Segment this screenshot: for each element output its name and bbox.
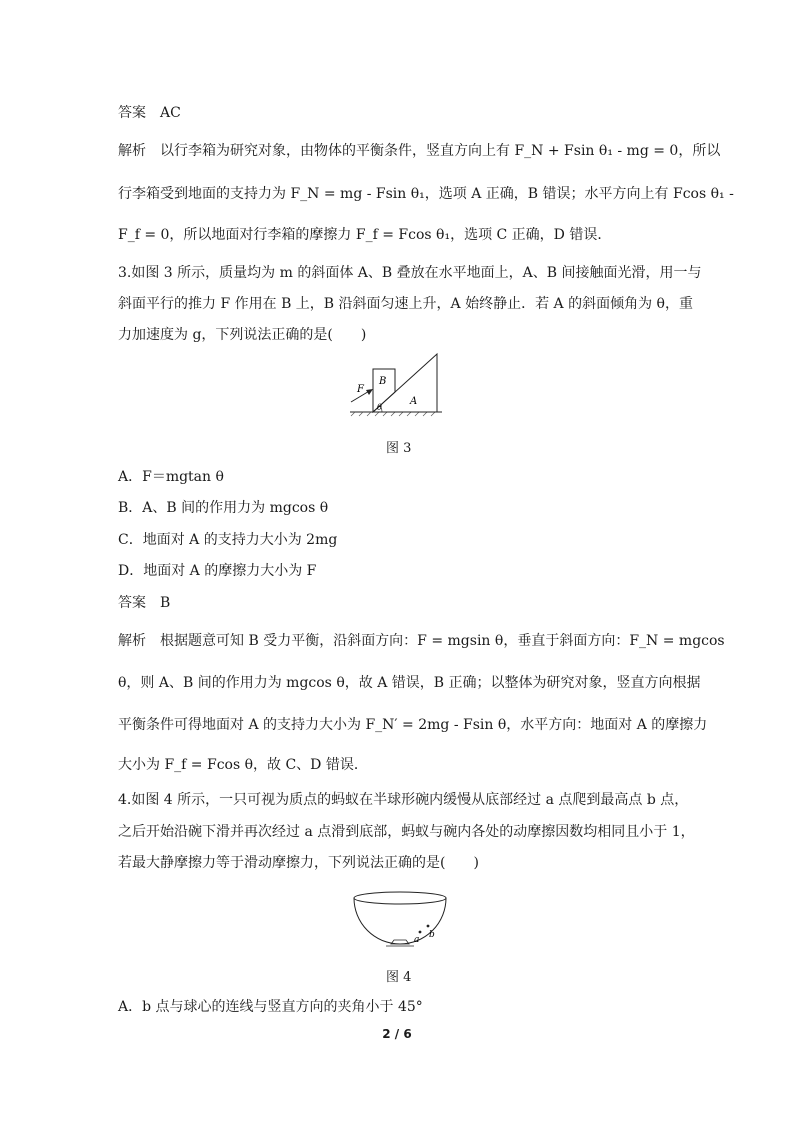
label-A: A bbox=[410, 396, 418, 407]
q4-stem-line-2: 之后开始沿碗下滑并再次经过 a 点滑到底部，蚂蚁与碗内各处的动摩擦因数均相同且小于 1， bbox=[118, 824, 695, 840]
q3-stem-line-2: 斜面平行的推力 F 作用在 B 上，B 沿斜面匀速上升，A 始终静止．若 A 的斜面倾角为 θ，重 bbox=[118, 296, 693, 312]
figure-3 bbox=[345, 352, 445, 422]
q3-analysis-line-2: θ，则 A、B 间的作用力为 mgcos θ，故 A 错误，B 正确；以整体为研究对象，竖直方向根据 bbox=[118, 675, 701, 691]
q3-analysis-line-1: 解析 根据题意可知 B 受力平衡，沿斜面方向：F = mgsin θ，垂直于斜面方向：F_N = mgcos bbox=[118, 633, 725, 649]
q3-analysis-line-3: 平衡条件可得地面对 A 的支持力大小为 F_N′ = 2mg - Fsin θ，水平方向：地面对 A 的摩擦力 bbox=[118, 717, 708, 733]
figure-3-caption: 图 3 bbox=[386, 441, 412, 456]
q3-stem-line-1: 3.如图 3 所示，质量均为 m 的斜面体 A、B 叠放在水平地面上，A、B 间接触面光滑，用一与 bbox=[118, 265, 702, 281]
q2-analysis-line-3: F_f = 0，所以地面对行李箱的摩擦力 F_f = Fcos θ₁，选项 C 正确，D 错误． bbox=[118, 227, 612, 243]
q4-stem-line-3: 若最大静摩擦力等于滑动摩擦力，下列说法正确的是( ) bbox=[118, 855, 479, 871]
point-a bbox=[419, 931, 422, 934]
label-F: F bbox=[357, 384, 364, 395]
point-b bbox=[427, 925, 430, 928]
label-b: b bbox=[429, 930, 435, 940]
figure-4-caption: 图 4 bbox=[386, 970, 412, 985]
q3-option-b: B．A、B 间的作用力为 mgcos θ bbox=[118, 500, 329, 516]
q2-analysis-line-1: 解析 以行李箱为研究对象，由物体的平衡条件，竖直方向上有 F_N + Fsin θ₁ - mg = 0，所以 bbox=[118, 143, 721, 159]
q3-analysis-line-4: 大小为 F_f = Fcos θ，故 C、D 错误． bbox=[118, 757, 368, 773]
figure-4 bbox=[350, 888, 450, 950]
label-B: B bbox=[379, 376, 387, 387]
q4-option-a: A．b 点与球心的连线与竖直方向的夹角小于 45° bbox=[118, 999, 423, 1015]
label-a: a bbox=[414, 935, 420, 945]
q3-option-a: A．F＝mgtan θ bbox=[118, 469, 224, 485]
q4-stem-line-1: 4.如图 4 所示，一只可视为质点的蚂蚁在半球形碗内缓慢从底部经过 a 点爬到最高点 b 点， bbox=[118, 792, 689, 808]
label-theta: θ bbox=[377, 403, 382, 412]
page-number: 2 / 6 bbox=[382, 1027, 412, 1041]
q3-stem-line-3: 力加速度为 g，下列说法正确的是( ) bbox=[118, 327, 367, 343]
q2-analysis-line-2: 行李箱受到地面的支持力为 F_N = mg - Fsin θ₁，选项 A 正确，B 错误；水平方向上有 Fcos θ₁ - bbox=[118, 186, 734, 202]
bowl-rim bbox=[354, 892, 446, 904]
q2-answer: 答案 AC bbox=[118, 105, 181, 121]
q3-option-c: C．地面对 A 的支持力大小为 2mg bbox=[118, 532, 338, 548]
q3-option-d: D．地面对 A 的摩擦力大小为 F bbox=[118, 563, 317, 579]
q3-answer: 答案 B bbox=[118, 595, 171, 611]
